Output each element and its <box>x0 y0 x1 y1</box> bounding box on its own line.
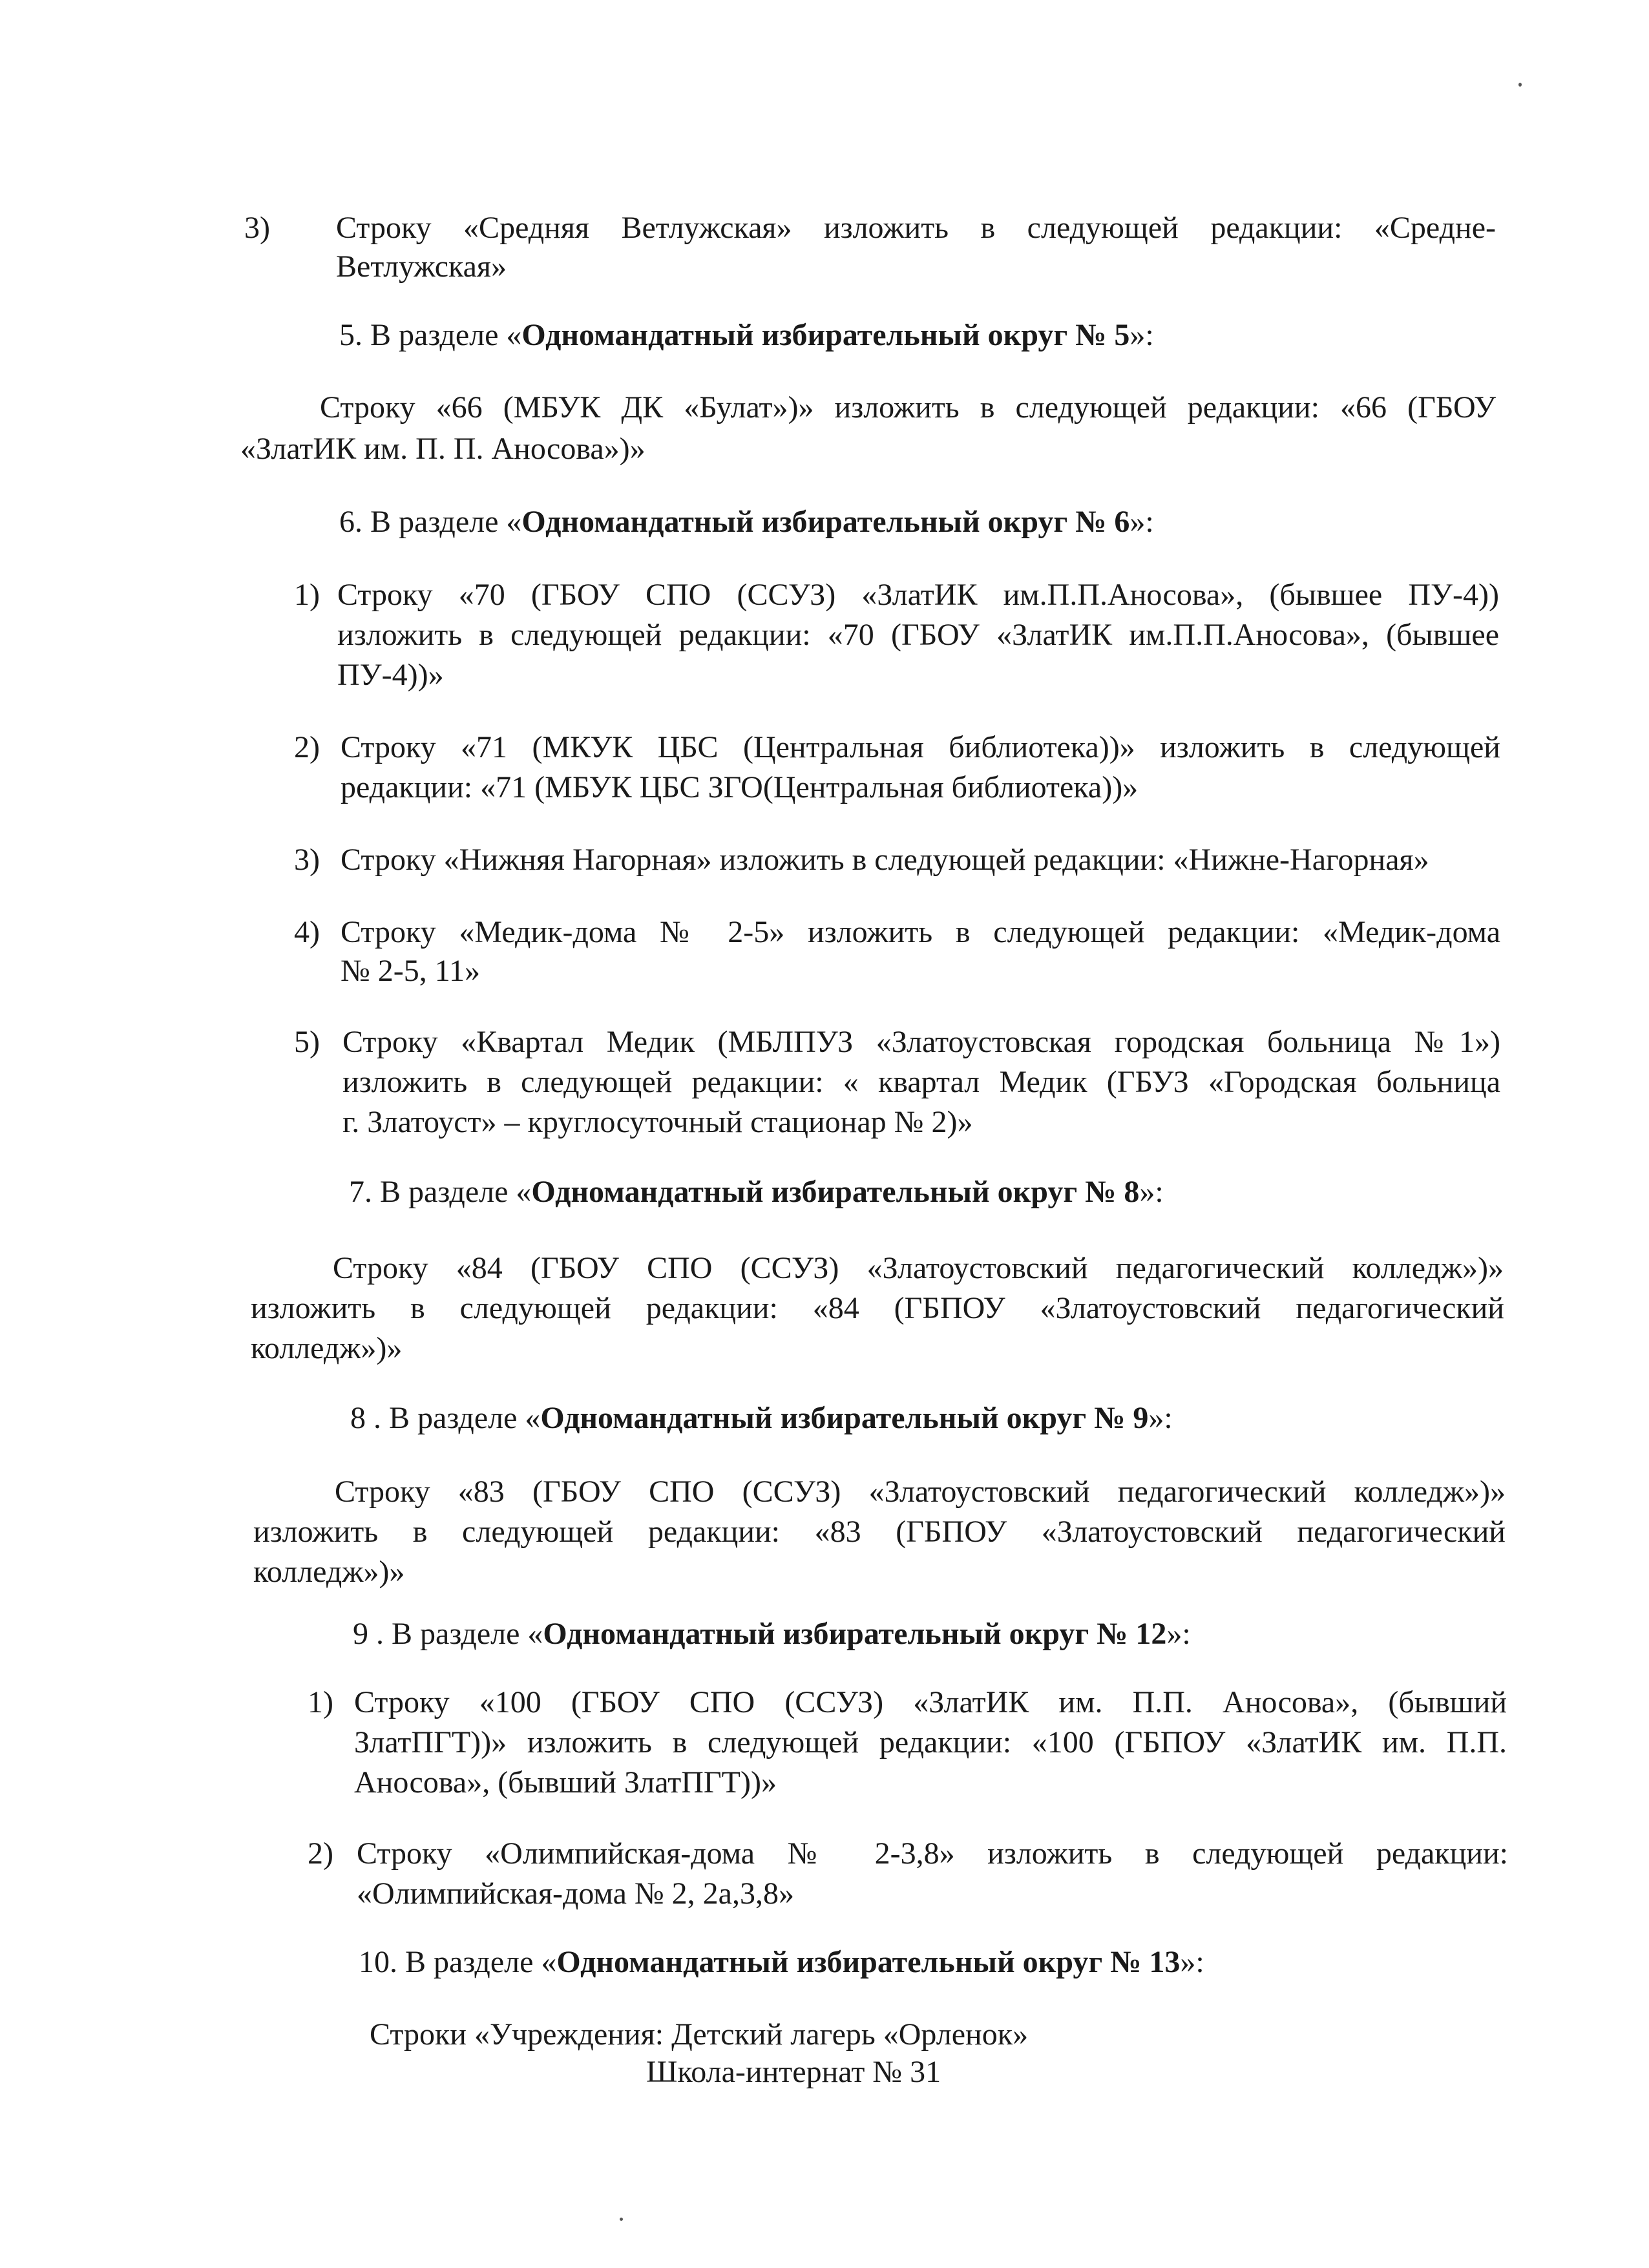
item-number: 2) <box>308 1836 333 1871</box>
text-line: Ветлужская» <box>336 249 507 284</box>
item-number: 4) <box>294 915 320 949</box>
text-line: Школа-интернат № 31 <box>646 2055 941 2089</box>
text-line: «Олимпийская-дома № 2, 2а,3,8» <box>357 1876 794 1911</box>
text-line: г. Златоуст» – круглосуточный стационар № 2)» <box>342 1105 973 1139</box>
item-number: 1) <box>308 1685 333 1719</box>
text-line: ЗлатПГТ))» изложить в следующей редакции: «100 (ГБПОУ «ЗлатИК им. П.П. <box>354 1725 1507 1759</box>
text-line: ПУ-4))» <box>337 658 444 692</box>
text-line: колледж»)» <box>253 1555 405 1589</box>
district-name: Одномандатный избирательный округ № 13 <box>556 1945 1181 1979</box>
item-number: 5) <box>294 1025 320 1059</box>
text-line: колледж»)» <box>251 1331 403 1365</box>
text-line: Строку «Медик-дома № 2-5» изложить в следующей редакции: «Медик-дома <box>341 915 1500 949</box>
text-line: «ЗлатИК им. П. П. Аносова»)» <box>240 432 646 466</box>
text-line: Строки «Учреждения: Детский лагерь «Орленок» <box>370 2017 1029 2052</box>
section-heading: 10. В разделе «Одномандатный избирательный округ № 13»: <box>359 1945 1204 1979</box>
scan-speck <box>1518 83 1522 87</box>
text-line: Строку «70 (ГБОУ СПО (ССУЗ) «ЗлатИК им.П.П.Аносова», (бывшее ПУ-4)) <box>337 578 1499 612</box>
text-line: № 2-5, 11» <box>341 954 480 988</box>
text-line: Строку «100 (ГБОУ СПО (ССУЗ) «ЗлатИК им. П.П. Аносова», (бывший <box>354 1685 1507 1719</box>
text-line: Строку «83 (ГБОУ СПО (ССУЗ) «Златоустовский педагогический колледж»)» <box>335 1475 1506 1509</box>
text-line: Строку «Олимпийская-дома № 2-3,8» изложить в следующей редакции: <box>357 1836 1508 1871</box>
district-name: Одномандатный избирательный округ № 12 <box>543 1617 1167 1651</box>
text-line: Строку «Квартал Медик (МБЛПУЗ «Златоустовская городская больница №1») <box>342 1025 1500 1059</box>
section-heading: 6. В разделе «Одномандатный избирательный округ № 6»: <box>339 505 1154 539</box>
text-line: изложить в следующей редакции: «83 (ГБПОУ «Златоустовский педагогический <box>253 1515 1506 1549</box>
item-number: 2) <box>294 730 320 764</box>
scan-speck <box>620 2218 623 2221</box>
text-line: Строку «71 (МКУК ЦБС (Центральная библиотека))» изложить в следующей <box>341 730 1500 764</box>
text-line: Строку «Средняя Ветлужская» изложить в следующей редакции: «Средне- <box>336 211 1496 245</box>
text-line: редакции: «71 (МБУК ЦБС ЗГО(Центральная библиотека))» <box>341 770 1139 804</box>
text-line: изложить в следующей редакции: «84 (ГБПОУ «Златоустовский педагогический <box>251 1291 1504 1325</box>
text-line: изложить в следующей редакции: «70 (ГБОУ «ЗлатИК им.П.П.Аносова», (бывшее <box>337 618 1499 652</box>
item-number: 3) <box>294 843 320 877</box>
district-name: Одномандатный избирательный округ № 6 <box>521 505 1130 539</box>
section-heading: 7. В разделе «Одномандатный избирательный округ № 8»: <box>349 1175 1164 1209</box>
text-line: изложить в следующей редакции: « квартал Медик (ГБУЗ «Городская больница <box>342 1065 1500 1099</box>
item-number: 1) <box>294 578 320 612</box>
text-line: Строку «84 (ГБОУ СПО (ССУЗ) «Златоустовский педагогический колледж»)» <box>333 1251 1504 1285</box>
district-name: Одномандатный избирательный округ № 9 <box>540 1401 1149 1435</box>
section-heading: 9 . В разделе «Одномандатный избирательный округ № 12»: <box>353 1617 1191 1651</box>
section-heading: 8 . В разделе «Одномандатный избирательный округ № 9»: <box>350 1401 1173 1435</box>
district-name: Одномандатный избирательный округ № 5 <box>521 318 1130 352</box>
district-name: Одномандатный избирательный округ № 8 <box>531 1175 1140 1209</box>
text-line: Строку «Нижняя Нагорная» изложить в следующей редакции: «Нижне-Нагорная» <box>341 843 1429 877</box>
text-line: Строку «66 (МБУК ДК «Булат»)» изложить в следующей редакции: «66 (ГБОУ <box>320 390 1496 425</box>
section-heading: 5. В разделе «Одномандатный избирательный округ № 5»: <box>339 318 1154 352</box>
text-line: Аносова», (бывший ЗлатПГТ))» <box>354 1765 777 1800</box>
item-number: 3) <box>244 211 270 245</box>
